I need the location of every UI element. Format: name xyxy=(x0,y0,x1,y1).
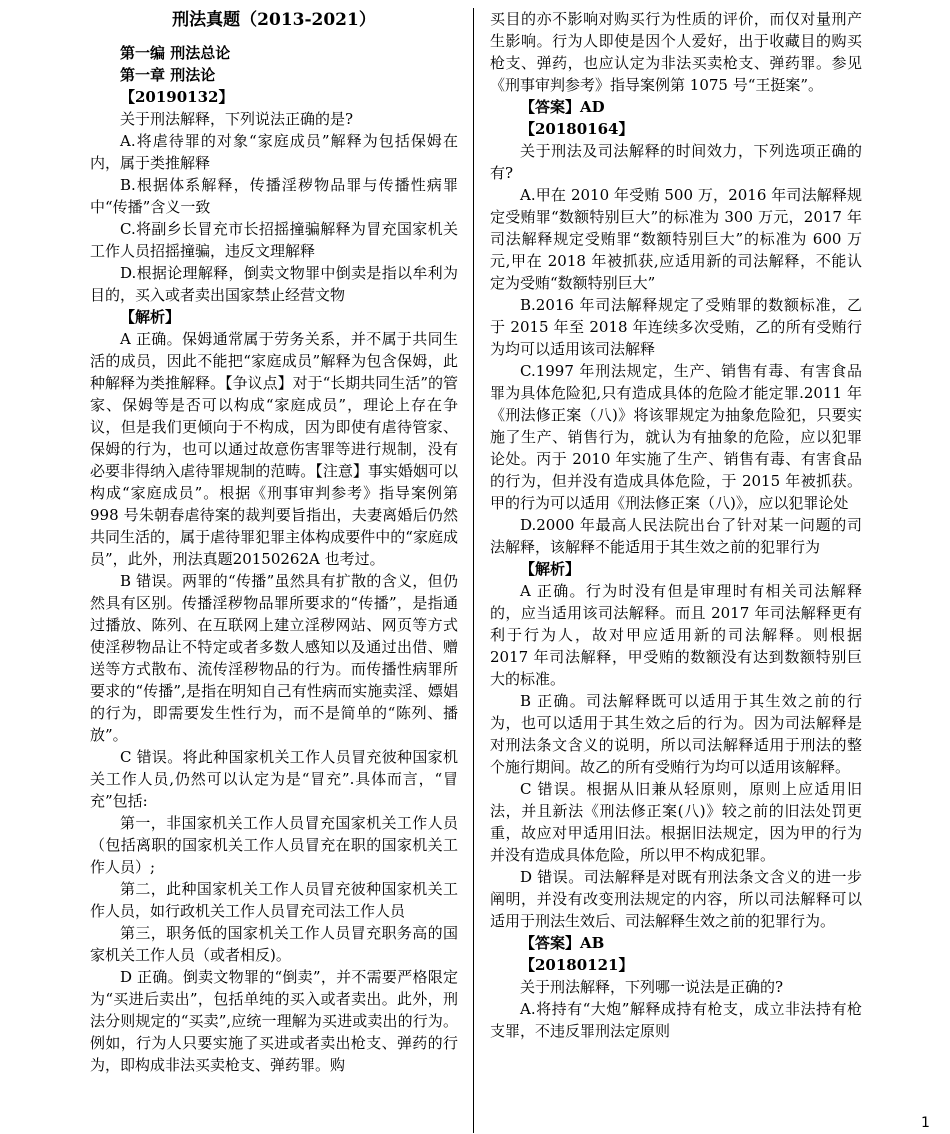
column-divider xyxy=(473,8,474,1133)
paragraph: B.2016 年司法解释规定了受贿罪的数额标准，乙于 2015 年至 2018 年连续多次受贿，乙的所有受贿行为均可以适用该司法解释 xyxy=(490,296,862,358)
bracket-tag: 【解析】 xyxy=(120,308,181,326)
bracket-tag: 【答案】AD xyxy=(520,98,605,116)
paragraph: A.甲在 2010 年受贿 500 万，2016 年司法解释规定受贿罪“数额特别巨大”的标准为 300 万元，2017 年司法解释规定受贿罪“数额特别巨大”的标准为 600 万元,甲在 2018 年被抓获,应适用新的司法解释，不能认定为受贿“数额特别巨大” xyxy=(490,186,862,292)
paragraph: C 错误。根据从旧兼从轻原则，原则上应适用旧法，并且新法《刑法修正案(八)》较之前的旧法处罚更重，故应对甲适用旧法。根据旧法规定，因为甲的行为并没有造成具体危险，所以甲不构成犯罪。 xyxy=(490,780,862,864)
paragraph: 第二，此种国家机关工作人员冒充彼种国家机关工作人员，如行政机关工作人员冒充司法工作人员 xyxy=(90,880,458,920)
paragraph: 第三，职务低的国家机关工作人员冒充职务高的国家机关工作人员（或者相反)。 xyxy=(90,924,458,964)
paragraph: A 正确。保姆通常属于劳务关系，并不属于共同生活的成员，因此不能把“家庭成员”解释为包含保姆，此种解释为类推解释。【争议点】对于“长期共同生活”的管家、保姆等是否可以构成“家庭成员”，理论上存在争议，但是我们更倾向于不构成，因为即使有虐待管家、保姆的行为，也可以通过故意伤害罪等进行规制，没有必要非得纳入虐待罪规制的范畴。【注意】事实婚姻可以构成“家庭成员”。根据《刑事审判参考》指导案例第 998 号朱朝春虐待案的裁判要旨指出，夫妻离婚后仍然共同生活的，属于虐待罪犯罪主体构成要件中的“家庭成员”，此外，刑法真题20150262A 也考过。 xyxy=(90,330,458,568)
paragraph: A 正确。行为时没有但是审理时有相关司法解释的，应当适用该司法解释。而且 2017 年司法解释更有利于行为人，故对甲应适用新的司法解释。则根据 2017 年司法解释，甲受贿的数额没有达到数额特别巨大的标准。 xyxy=(490,582,862,688)
page-title: 刑法真题（2013-2021） xyxy=(172,10,376,30)
paragraph: 关于刑法及司法解释的时间效力，下列选项正确的有? xyxy=(490,142,862,182)
paragraph: D.2000 年最高人民法院出台了针对某一问题的司法解释，该解释不能适用于其生效之前的犯罪行为 xyxy=(490,516,862,556)
right-column-body xyxy=(490,8,862,1042)
paragraph: B 正确。司法解释既可以适用于其生效之前的行为，也可以适用于其生效之后的行为。因为司法解释是对刑法条文含义的说明，所以司法解释适用于刑法的整个施行期间。故乙的所有受贿行为均可以适用该解释。 xyxy=(490,692,862,776)
paragraph-continued: 买目的亦不影响对购买行为性质的评价，而仅对量刑产生影响。行为人即使是因个人爱好，出于收藏目的购买枪支、弹药，也应认定为非法买卖枪支、弹药罪。参见《刑事审判参考》指导案例第 1075 号“王挺案”。 xyxy=(490,10,862,94)
section-heading: 第一编 刑法总论 xyxy=(120,44,231,62)
paragraph: A.将持有“大炮”解释成持有枪支，成立非法持有枪支罪，不违反罪刑法定原则 xyxy=(490,1000,862,1040)
bracket-tag: 【答案】AB xyxy=(520,934,605,952)
left-column-body xyxy=(90,42,458,1076)
paragraph: C 错误。将此种国家机关工作人员冒充彼种国家机关工作人员,仍然可以认定为是“冒充”.具体而言，“冒充”包括: xyxy=(90,748,458,810)
bracket-tag: 【20180164】 xyxy=(520,120,634,138)
right-column xyxy=(490,8,862,1042)
paragraph: 关于刑法解释，下列说法正确的是? xyxy=(120,110,354,128)
paragraph: 第一，非国家机关工作人员冒充国家机关工作人员（包括离职的国家机关工作人员冒充在职的国家机关工作人员）; xyxy=(90,814,458,876)
paragraph: D.根据论理解释，倒卖文物罪中倒卖是指以牟利为目的，买入或者卖出国家禁止经营文物 xyxy=(90,264,458,304)
paragraph: A.将虐待罪的对象“家庭成员”解释为包括保姆在内，属于类推解释 xyxy=(90,132,458,172)
paragraph: D 错误。司法解释是对既有刑法条文含义的进一步阐明，并没有改变刑法规定的内容，所以司法解释可以适用于刑法生效后、司法解释生效之前的犯罪行为。 xyxy=(490,868,862,930)
left-column xyxy=(90,8,458,1076)
paragraph: D 正确。倒卖文物罪的“倒卖”，并不需要严格限定为“买进后卖出”，包括单纯的买入或者卖出。此外，刑法分则规定的“买卖”,应统一理解为买进或卖出的行为。例如，行为人只要实施了买进或者卖出枪支、弹药的行为，即构成非法买卖枪支、弹药罪。购 xyxy=(90,968,458,1074)
paragraph: C.将副乡长冒充市长招摇撞骗解释为冒充国家机关工作人员招摇撞骗，违反文理解释 xyxy=(90,220,458,260)
paragraph: B.根据体系解释，传播淫秽物品罪与传播性病罪中“传播”含义一致 xyxy=(90,176,458,216)
paragraph: 关于刑法解释，下列哪一说法是正确的? xyxy=(520,978,784,996)
bracket-tag: 【解析】 xyxy=(520,560,581,578)
section-heading: 第一章 刑法论 xyxy=(120,66,216,84)
bracket-tag: 【20180121】 xyxy=(520,956,634,974)
bracket-tag: 【20190132】 xyxy=(120,88,234,106)
page-number: 1 xyxy=(921,1115,930,1131)
paragraph: B 错误。两罪的“传播”虽然具有扩散的含义，但仍然具有区别。传播淫秽物品罪所要求的“传播”，是指通过播放、陈列、在互联网上建立淫秽网站、网页等方式使淫秽物品让不特定或者多数人感知以及通过出借、赠送等方式散布、流传淫秽物品的行为。而传播性病罪所要求的“传播”,是指在明知自己有性病而实施卖淫、嫖娼的行为，即需要发生性行为，而不是简单的“陈列、播放”。 xyxy=(90,572,458,744)
paragraph: C.1997 年刑法规定，生产、销售有毒、有害食品罪为具体危险犯,只有造成具体的危险才能定罪.2011 年《刑法修正案（八)》将该罪规定为抽象危险犯，只要实施了生产、销售行为，就认为有抽象的危险，应以犯罪论处。丙于 2010 年实施了生产、销售有毒、有害食品的行为，但并没有造成具体危险，于 2015 年被抓获。甲的行为可以适用《刑法修正案（八)》，应以犯罪论处 xyxy=(490,362,862,512)
